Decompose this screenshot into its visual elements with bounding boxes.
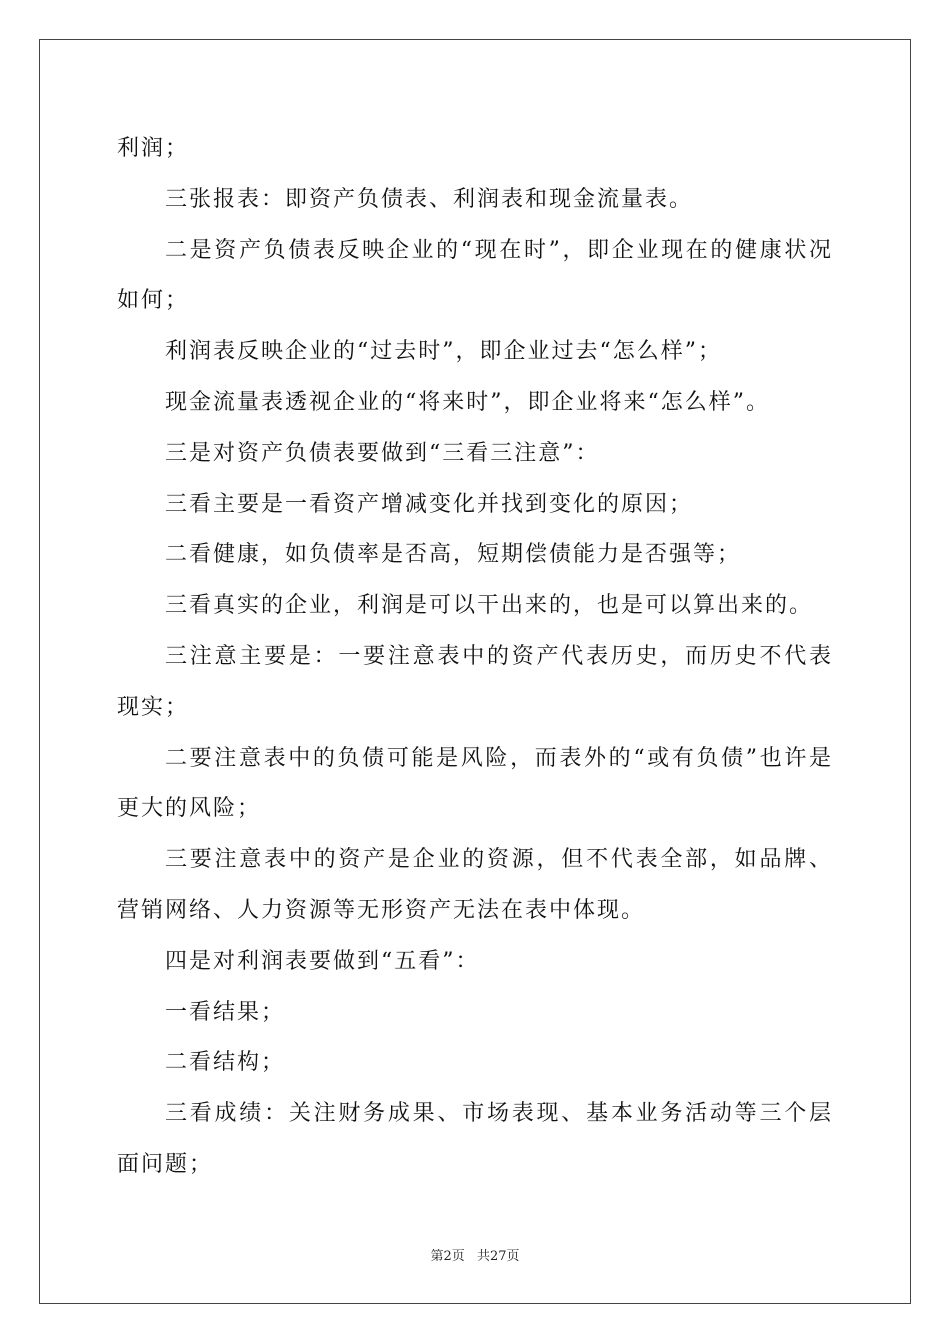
paragraph: 利润； bbox=[117, 136, 190, 161]
page-footer bbox=[0, 1245, 950, 1264]
paragraph: 三看成绩：关注财务成果、市场表现、基本业务活动等三个层面问题； bbox=[117, 1101, 833, 1177]
paragraph: 三要注意表中的资产是企业的资源，但不代表全部，如品牌、营销网络、人力资源等无形资产无法在表中体现。 bbox=[117, 847, 833, 923]
paragraph: 利润表反映企业的“过去时”，即企业过去“怎么样”； bbox=[165, 339, 722, 365]
paragraph: 三张报表：即资产负债表、利润表和现金流量表。 bbox=[165, 186, 694, 212]
paragraph: 一看结果； bbox=[165, 999, 286, 1025]
paragraph: 二是资产负债表反映企业的“现在时”，即企业现在的健康状况如何； bbox=[117, 237, 833, 314]
paragraph: 二看健康，如负债率是否高，短期偿债能力是否强等； bbox=[165, 542, 742, 568]
paragraph: 三是对资产负债表要做到“三看三注意”： bbox=[165, 440, 600, 466]
paragraph: 四是对利润表要做到“五看”： bbox=[165, 948, 480, 974]
paragraph: 现金流量表透视企业的“将来时”，即企业将来“怎么样”。 bbox=[165, 389, 770, 415]
page-total: 共27页 bbox=[476, 1249, 520, 1264]
page-number: 第2页 bbox=[430, 1249, 465, 1264]
paragraph: 三看真实的企业，利润是可以干出来的，也是可以算出来的。 bbox=[165, 593, 814, 619]
paragraph: 二要注意表中的负债可能是风险，而表外的“或有负债”也许是更大的风险； bbox=[117, 745, 833, 822]
paragraph: 三注意主要是：一要注意表中的资产代表历史，而历史不代表现实； bbox=[117, 643, 833, 720]
paragraph: 二看结构； bbox=[165, 1050, 286, 1076]
document-body bbox=[117, 124, 833, 1191]
paragraph: 三看主要是一看资产增减变化并找到变化的原因； bbox=[165, 491, 694, 517]
